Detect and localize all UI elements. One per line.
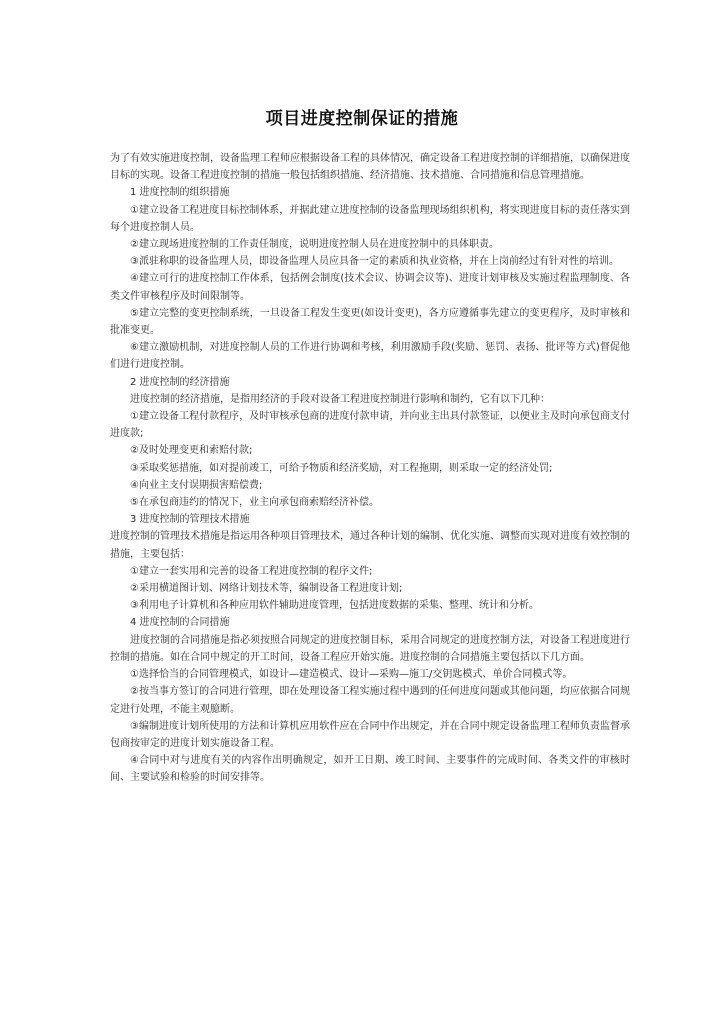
paragraph: ③采取奖惩措施，如对提前竣工，可给予物质和经济奖励，对工程拖期，则采取一定的经济处罚; xyxy=(130,462,553,474)
paragraph: 进度控制的经济措施，是指用经济的手段对设备工程进度控制进行影响和制约，它有以下几种： xyxy=(130,393,550,405)
paragraph: ②按当事方签订的合同进行管理，即在处理设备工程实施过程中遇到的任何进度问题或其他问题，均应依据合同规定进行处理，不能主观臆断。 xyxy=(110,686,630,715)
paragraph: 进度控制的合同措施是指必须按照合同规定的进度控制目标，采用合同规定的进度控制方法，对设备工程进度进行控制的措施。如在合同中规定的开工时间，设备工程应开始实施。进度控制的合同措施主要包括以下几方面。 xyxy=(110,634,630,663)
paragraph: ①建立设备工程进度目标控制体系，并据此建立进度控制的设备监理现场组织机构，将实现进度目标的责任落实到每个进度控制人员。 xyxy=(110,204,630,233)
paragraph: 进度控制的管理技术措施是指运用各种项目管理技术，通过各种计划的编制、优化实施、调整而实现对进度有效控制的措施，主要包括： xyxy=(110,531,630,560)
paragraph: ③派驻称职的设备监理人员，即设备监理人员应具备一定的素质和执业资格，并在上岗前经过有针对性的培训。 xyxy=(130,256,619,268)
document-body xyxy=(110,150,630,787)
page-title: 项目进度控制保证的措施 xyxy=(265,109,459,129)
paragraph: ⑤建立完整的变更控制系统，一旦设备工程发生变更(如设计变更)，各方应遵循事先建立的变更程序，及时审核和批准变更。 xyxy=(110,307,630,337)
paragraph: ③编制进度计划所使用的方法和计算机应用软件应在合同中作出规定，并在合同中规定设备监理工程师负责监督承包商按审定的进度计划实施设备工程。 xyxy=(110,720,630,749)
paragraph: 2 进度控制的经济措施 xyxy=(130,376,230,388)
paragraph: ⑤在承包商违约的情况下，业主向承包商索赔经济补偿。 xyxy=(130,497,379,509)
paragraph: 3 进度控制的管理技术措施 xyxy=(130,514,250,526)
paragraph: 为了有效实施进度控制，设备监理工程师应根据设备工程的具体情况，确定设备工程进度控制的详细措施，以确保进度目标的实现。设备工程进度控制的措施一般包括组织措施、经济措施、技术措施、合同措施和信息管理措施。 xyxy=(110,153,630,182)
paragraph: ①建立设备工程付款程序，及时审核承包商的进度付款申请，并向业主出具付款签证，以便业主及时向承包商支付进度款; xyxy=(110,411,630,440)
paragraph: ②及时处理变更和索赔付款; xyxy=(130,445,253,457)
paragraph: ④合同中对与进度有关的内容作出明确规定，如开工日期、竣工时间、主要事件的完成时间、各类文件的审核时间、主要试验和检验的时间安排等。 xyxy=(110,755,630,784)
paragraph: 1 进度控制的组织措施 xyxy=(130,187,230,199)
paragraph: 4 进度控制的合同措施 xyxy=(130,617,230,629)
paragraph: ①选择恰当的合同管理模式，如设计—建造模式、设计—采购—施工/交钥匙模式、单价合同模式等。 xyxy=(130,669,573,681)
paragraph: ①建立一套实用和完善的设备工程进度控制的程序文件; xyxy=(130,565,373,577)
paragraph: ②采用横道图计划、网络计划技术等，编制设备工程进度计划; xyxy=(130,583,403,595)
paragraph: ④建立可行的进度控制工作体系，包括例会制度(技术会议、协调会议等)、进度计划审核及实施过程监理制度、各类文件审核程序及时间限制等。 xyxy=(110,273,630,302)
paragraph: ③利用电子计算机和各种应用软件辅助进度管理，包括进度数据的采集、整理、统计和分析。 xyxy=(130,600,539,612)
paragraph: ④向业主支付误期损害赔偿费; xyxy=(130,479,263,491)
paragraph: ⑥建立激励机制，对进度控制人员的工作进行协调和考核，利用激励手段(奖励、惩罚、表扬、批评等方式)督促他们进行进度控制。 xyxy=(110,342,630,371)
paragraph: ②建立现场进度控制的工作责任制度，说明进度控制人员在进度控制中的具体职责。 xyxy=(130,239,499,251)
